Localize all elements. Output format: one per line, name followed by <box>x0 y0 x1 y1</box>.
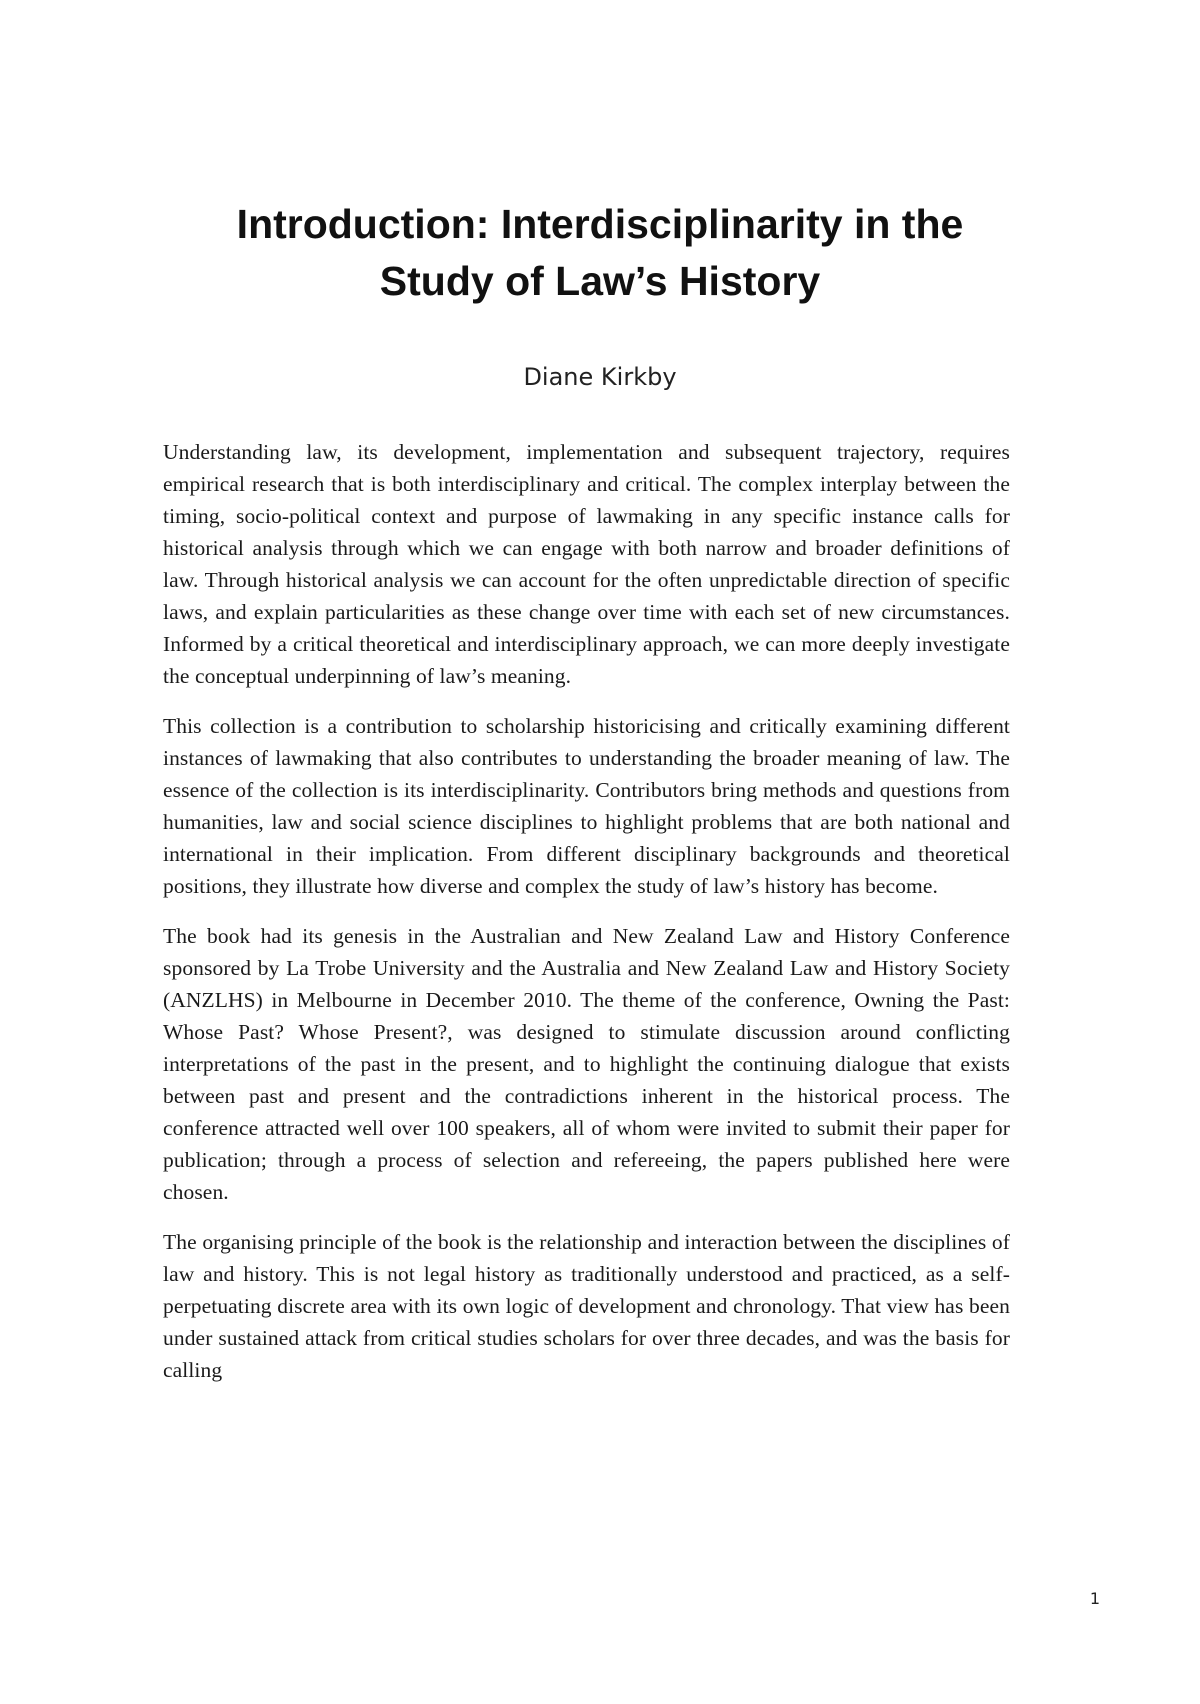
paragraph-4: The organising principle of the book is the relationship and interaction between the disciplines of law and history. This is not legal history as traditionally understood and practiced, as a self-perpetuating discrete area with its own logic of development and chronology. That view has been under sustained attack from critical studies scholars for over three decades, and was the basis for calling <box>163 1230 1010 1382</box>
author-name: Diane Kirkby <box>523 363 677 391</box>
chapter-title-line-2: Study of Law’s History <box>379 258 821 304</box>
body-text <box>163 436 1010 1404</box>
paragraph-1: Understanding law, its development, implementation and subsequent trajectory, requires empirical research that is both interdisciplinary and critical. The complex interplay between the timing, socio-political context and purpose of lawmaking in any specific instance calls for historical analysis through which we can engage with both narrow and broader definitions of law. Through historical analysis we can account for the often unpredictable direction of specific laws, and explain particularities as these change over time with each set of new circumstances. Informed by a critical theoretical and interdisciplinary approach, we can more deeply investigate the conceptual underpinning of law’s meaning. <box>163 440 1010 688</box>
page-number: 1 <box>1089 1589 1100 1608</box>
chapter-title <box>150 196 1050 310</box>
paragraph-3: The book had its genesis in the Australian and New Zealand Law and History Conference sponsored by La Trobe University and the Australia and New Zealand Law and History Society (ANZLHS) in Melbourne in December 2010. The theme of the conference, Owning the Past: Whose Past? Whose Present?, was designed to stimulate discussion around conflicting interpretations of the past in the present, and to highlight the continuing dialogue that exists between past and present and the contradictions inherent in the historical process. The conference attracted well over 100 speakers, all of whom were invited to submit their paper for publication; through a process of selection and refereeing, the papers published here were chosen. <box>163 924 1010 1204</box>
paragraph-2: This collection is a contribution to scholarship historicising and critically examining different instances of lawmaking that also contributes to understanding the broader meaning of law. The essence of the collection is its interdisciplinarity. Contributors bring methods and questions from humanities, law and social science disciplines to highlight problems that are both national and international in their implication. From different disciplinary backgrounds and theoretical positions, they illustrate how diverse and complex the study of law’s history has become. <box>163 714 1010 898</box>
chapter-title-line-1: Introduction: Interdisciplinarity in the <box>236 201 964 247</box>
